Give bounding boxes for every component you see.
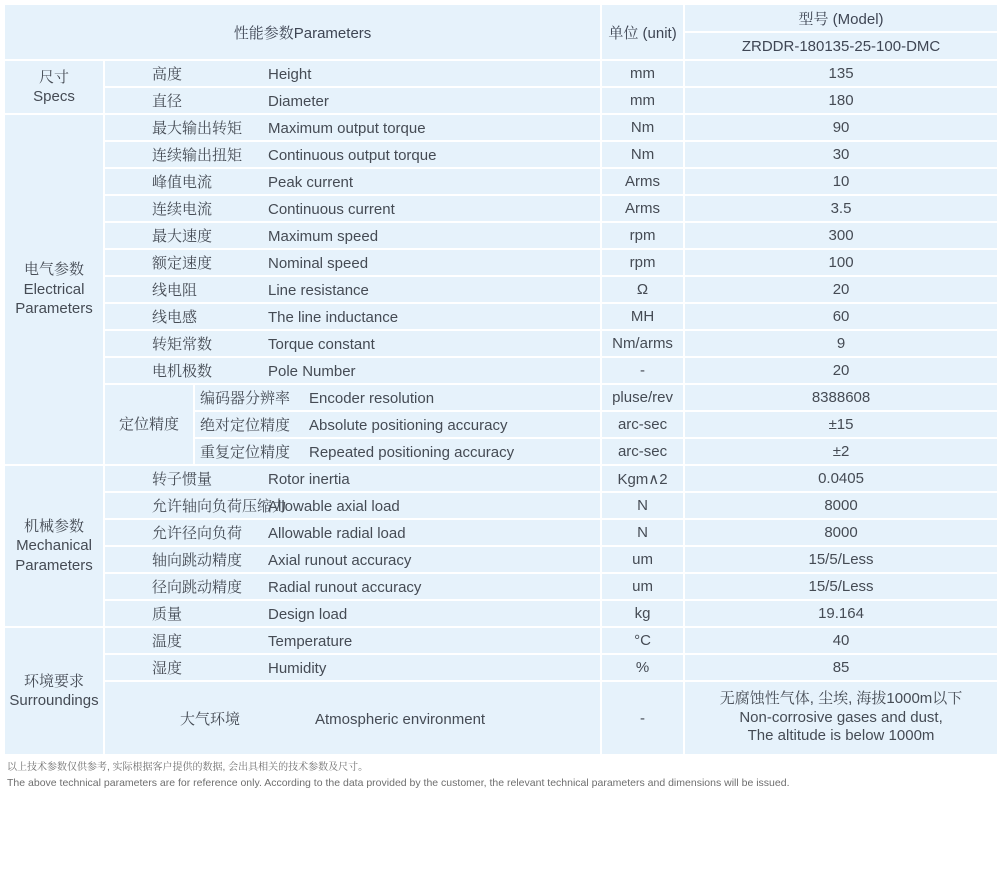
param-zh: 径向跳动精度 — [152, 579, 243, 596]
value-cell: 135 — [684, 60, 998, 87]
subgroup-positioning-accuracy: 定位精度 — [104, 384, 194, 465]
unit-cell: Nm/arms — [601, 330, 684, 357]
param-en: Line resistance — [268, 282, 369, 299]
unit-cell: arc-sec — [601, 438, 684, 465]
footnote — [3, 756, 997, 792]
value-cell: 0.0405 — [684, 465, 998, 492]
unit-cell: kg — [601, 600, 684, 627]
value-line: 无腐蚀性气体, 尘埃, 海拔1000m以下 — [719, 689, 963, 707]
param-label — [194, 384, 601, 411]
param-en: Torque constant — [268, 336, 375, 353]
param-en: Continuous output torque — [268, 147, 437, 164]
param-en: Humidity — [268, 660, 327, 677]
param-label — [194, 411, 601, 438]
unit-cell: Nm — [601, 141, 684, 168]
table-row — [4, 573, 998, 600]
value-cell: 3.5 — [684, 195, 998, 222]
param-en: Maximum output torque — [268, 120, 426, 137]
param-en: Diameter — [268, 93, 329, 110]
table-row — [4, 519, 998, 546]
param-label — [104, 681, 601, 755]
value-cell: 8000 — [684, 519, 998, 546]
group-label-zh: 机械参数 — [23, 517, 84, 535]
value-cell: 90 — [684, 114, 998, 141]
param-zh: 最大速度 — [152, 228, 213, 245]
unit-cell: rpm — [601, 222, 684, 249]
parameters-header: 性能参数Parameters — [4, 4, 601, 60]
value-cell: 60 — [684, 303, 998, 330]
value-cell: 180 — [684, 87, 998, 114]
param-en: Allowable axial load — [268, 498, 400, 515]
unit-cell: mm — [601, 87, 684, 114]
table-row — [4, 303, 998, 330]
param-zh: 温度 — [152, 633, 183, 650]
param-zh: 转矩常数 — [152, 336, 213, 353]
group-label-en: Specs — [33, 88, 75, 105]
table-row — [4, 384, 998, 411]
table-row — [4, 60, 998, 87]
param-label — [104, 87, 601, 114]
value-cell: 300 — [684, 222, 998, 249]
value-cell: 30 — [684, 141, 998, 168]
value-cell: ±15 — [684, 411, 998, 438]
param-zh: 大气环境 — [179, 710, 240, 728]
param-label — [194, 438, 601, 465]
value-cell: 15/5/Less — [684, 573, 998, 600]
table-row — [4, 357, 998, 384]
param-label — [104, 141, 601, 168]
header-row-1 — [4, 4, 998, 32]
value-cell: 8388608 — [684, 384, 998, 411]
param-en: Peak current — [268, 174, 354, 191]
value-cell: 19.164 — [684, 600, 998, 627]
param-zh: 重复定位精度 — [200, 444, 291, 461]
param-zh: 电机极数 — [152, 363, 213, 380]
unit-header: 单位 (unit) — [601, 4, 684, 60]
value-cell: 40 — [684, 627, 998, 654]
param-zh: 峰值电流 — [152, 174, 213, 191]
value-cell: ±2 — [684, 438, 998, 465]
table-row — [4, 222, 998, 249]
param-zh: 允许径向负荷 — [152, 525, 243, 542]
unit-cell: Ω — [601, 276, 684, 303]
param-label — [104, 627, 601, 654]
table-row — [4, 141, 998, 168]
param-label — [104, 60, 601, 87]
value-cell: 10 — [684, 168, 998, 195]
param-zh: 高度 — [152, 66, 183, 83]
table-row — [4, 87, 998, 114]
group-surroundings — [4, 627, 104, 755]
unit-cell: arc-sec — [601, 411, 684, 438]
param-label — [104, 573, 601, 600]
table-row — [4, 546, 998, 573]
value-cell: 100 — [684, 249, 998, 276]
table-row — [4, 330, 998, 357]
param-label — [104, 168, 601, 195]
footnote-zh: 以上技术参数仅供参考, 实际根据客户提供的数据, 会出具相关的技术参数及尺寸。 — [7, 762, 369, 773]
param-label — [104, 600, 601, 627]
table-row — [4, 492, 998, 519]
unit-cell: Kgm∧2 — [601, 465, 684, 492]
table-row — [4, 195, 998, 222]
group-label-en: Surroundings — [9, 692, 99, 709]
param-label — [104, 492, 601, 519]
param-zh: 连续电流 — [152, 201, 213, 218]
group-label-zh: 电气参数 — [23, 261, 84, 279]
unit-cell: Arms — [601, 168, 684, 195]
group-label-zh: 环境要求 — [23, 672, 84, 690]
value-cell: 8000 — [684, 492, 998, 519]
param-label — [104, 276, 601, 303]
unit-cell: °C — [601, 627, 684, 654]
table-row — [4, 249, 998, 276]
unit-cell: mm — [601, 60, 684, 87]
param-zh: 绝对定位精度 — [200, 417, 291, 434]
param-zh: 额定速度 — [152, 255, 213, 272]
param-en: Radial runout accuracy — [268, 579, 422, 596]
group-electrical — [4, 114, 104, 465]
table-row — [4, 114, 998, 141]
unit-cell: Nm — [601, 114, 684, 141]
param-zh: 最大输出转矩 — [152, 120, 243, 137]
param-en: The line inductance — [268, 309, 399, 326]
param-en: Allowable radial load — [268, 525, 406, 542]
param-zh: 湿度 — [152, 660, 183, 677]
param-en: Rotor inertia — [268, 471, 350, 488]
group-specs — [4, 60, 104, 114]
param-en: Design load — [268, 606, 348, 623]
param-en: Nominal speed — [268, 255, 369, 272]
unit-cell: N — [601, 492, 684, 519]
group-label-en: Mechanical Parameters — [15, 537, 93, 574]
unit-cell: MH — [601, 303, 684, 330]
param-en: Axial runout accuracy — [268, 552, 412, 569]
param-label — [104, 654, 601, 681]
spec-table — [3, 3, 999, 756]
table-row — [4, 276, 998, 303]
table-row — [4, 465, 998, 492]
param-label — [104, 357, 601, 384]
unit-cell: - — [601, 357, 684, 384]
unit-cell: N — [601, 519, 684, 546]
param-label — [104, 114, 601, 141]
model-number: ZRDDR-180135-25-100-DMC — [684, 32, 998, 60]
unit-cell: - — [601, 681, 684, 755]
param-label — [104, 330, 601, 357]
param-en: Maximum speed — [268, 228, 379, 245]
param-en: Absolute positioning accuracy — [309, 417, 508, 434]
param-en: Repeated positioning accuracy — [309, 444, 515, 461]
param-en: Continuous current — [268, 201, 395, 218]
table-row — [4, 654, 998, 681]
unit-cell: pluse/rev — [601, 384, 684, 411]
param-zh: 线电阻 — [152, 282, 198, 299]
param-label — [104, 465, 601, 492]
value-cell: 9 — [684, 330, 998, 357]
param-en: Atmospheric environment — [315, 710, 486, 728]
param-en: Temperature — [268, 633, 353, 650]
table-row — [4, 600, 998, 627]
value-cell: 15/5/Less — [684, 546, 998, 573]
table-row — [4, 168, 998, 195]
group-label-en: Electrical Parameters — [15, 280, 93, 318]
table-row — [4, 627, 998, 654]
param-label — [104, 222, 601, 249]
value-line: Non-corrosive gases and dust, — [739, 708, 943, 726]
param-zh: 轴向跳动精度 — [152, 552, 243, 569]
param-zh: 连续输出扭矩 — [152, 147, 243, 164]
param-label — [104, 546, 601, 573]
group-label-zh: 尺寸 — [38, 68, 69, 86]
value-line: The altitude is below 1000m — [747, 727, 935, 745]
param-label — [104, 249, 601, 276]
value-cell: 85 — [684, 654, 998, 681]
unit-cell: um — [601, 546, 684, 573]
unit-cell: % — [601, 654, 684, 681]
unit-cell: rpm — [601, 249, 684, 276]
param-en: Encoder resolution — [309, 390, 435, 407]
param-label — [104, 303, 601, 330]
footnote-en: The above technical parameters are for reference only. According to the data provided by the customer, the relevant technical parameters and dimensions will be issued. — [7, 777, 790, 789]
param-zh: 允许轴向负荷压缩力 — [152, 498, 288, 515]
value-cell: 20 — [684, 357, 998, 384]
param-en: Pole Number — [268, 363, 356, 380]
value-cell: 20 — [684, 276, 998, 303]
unit-cell: um — [601, 573, 684, 600]
param-label — [104, 519, 601, 546]
param-en: Height — [268, 66, 312, 83]
param-zh: 编码器分辨率 — [200, 390, 291, 407]
table-row — [4, 681, 998, 755]
param-zh: 质量 — [152, 606, 183, 623]
param-label — [104, 195, 601, 222]
unit-cell: Arms — [601, 195, 684, 222]
param-zh: 线电感 — [152, 309, 198, 326]
model-header: 型号 (Model) — [684, 4, 998, 32]
group-mechanical — [4, 465, 104, 627]
value-cell — [684, 681, 998, 755]
param-zh: 直径 — [152, 93, 183, 110]
param-zh: 转子惯量 — [152, 471, 213, 488]
